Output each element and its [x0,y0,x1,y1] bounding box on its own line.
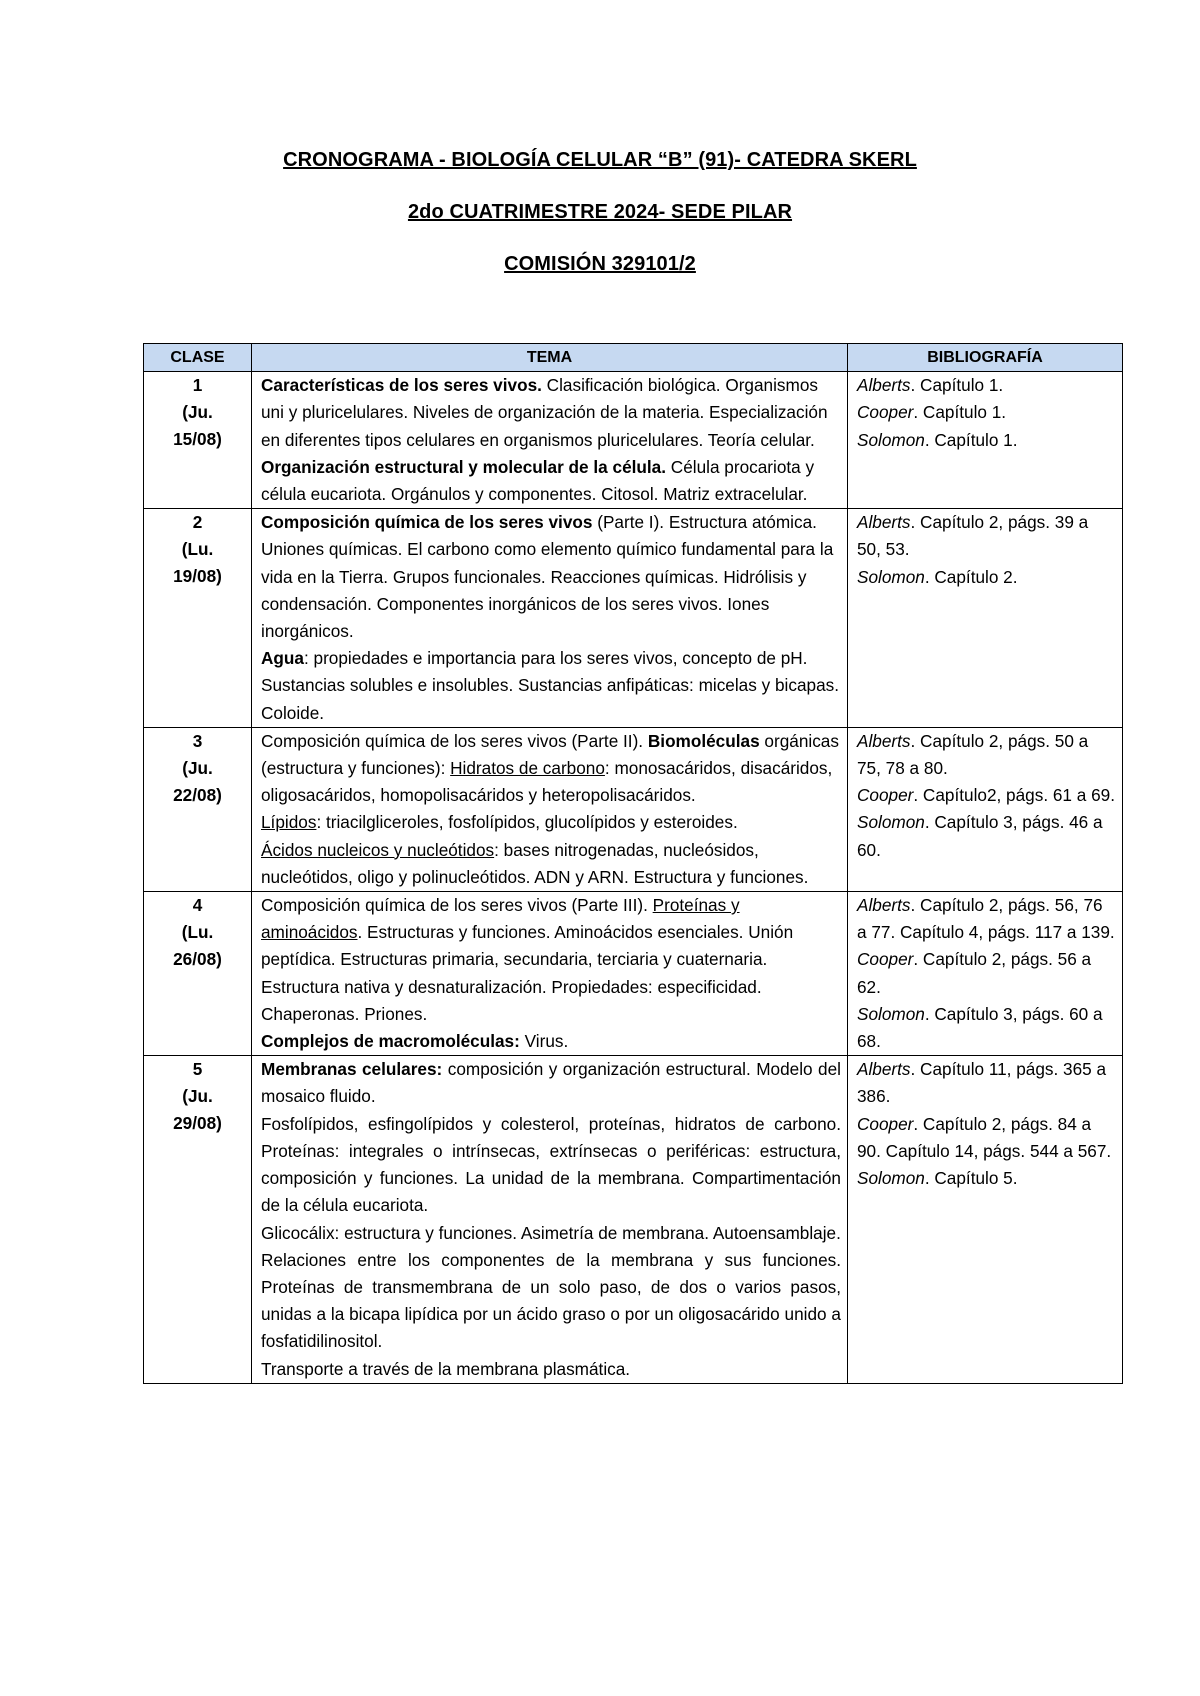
header-bibliografia: BIBLIOGRAFÍA [848,344,1123,372]
topic-heading: Organización estructural y molecular de la célula. [261,456,667,477]
topic-text: Composición química de los seres vivos (Parte III). [261,895,653,916]
table-row [144,727,1123,891]
chapter-reference: . Capítulo2, págs. 61 a 69. [913,785,1115,806]
bibliography-cell [848,727,1123,891]
class-date: 15/08) [173,429,222,450]
topic-text: . Estructuras y funciones. Aminoácidos esenciales. Unión peptídica. Estructuras primaria, secundaria, terciaria y cuaternaria. Estructura nativa y desnaturalización. Propiedades: especificidad. Chaperonas. Priones. [261,922,794,1024]
author-name: Alberts [857,375,911,396]
chapter-reference: . Capítulo 2, págs. 84 a 90. Capítulo 14, págs. 544 a 567. [857,1113,1112,1161]
bibliography-entry [857,1056,1116,1110]
class-day: (Ju. [182,1086,213,1107]
bibliography-cell [848,372,1123,509]
class-num: 3 [192,730,203,751]
class-num: 4 [192,895,203,916]
topic-text: : monosacáridos, disacáridos, oligosacáridos, homopolisacáridos y heteropolisacáridos. [261,758,833,806]
author-name: Solomon [857,1003,925,1024]
topic-text: orgánicas (estructura y funciones): [261,730,839,779]
topic-text: Composición química de los seres vivos (Parte II). [261,730,648,751]
document-subtitle-term: 2do CUATRIMESTRE 2024- SEDE PILAR [407,201,793,223]
bibliography-cell [848,1056,1123,1383]
author-name: Cooper [857,949,914,970]
class-cell [144,727,252,891]
class-date: 29/08) [173,1113,222,1134]
class-num: 1 [192,375,203,396]
topic-heading: Membranas celulares: [261,1059,443,1080]
topic-text: Célula procariota y célula eucariota. Orgánulos y componentes. Citosol. Matriz extracelular. [261,456,815,505]
topic-cell [252,1056,848,1383]
topic-heading: Complejos de macromoléculas: [261,1031,520,1052]
chapter-reference: . Capítulo 11, págs. 365 a 386. [857,1059,1107,1107]
author-name: Solomon [857,812,925,833]
topic-text: Relaciones entre los componentes de la membrana y sus funciones. Proteínas de transmembrana de un solo paso, de dos o varios pasos, unidas a la bicapa lipídica por un ácido graso o por un oligosacárido unido a fosfatidilinositol. [261,1249,841,1352]
chapter-reference: . Capítulo 2, págs. 39 a 50, 53. [857,512,1089,560]
bibliography-entry [857,782,1116,809]
chapter-reference: . Capítulo 2, págs. 56, 76 a 77. Capítulo 4, págs. 117 a 139. [857,895,1115,943]
topic-heading: Biomoléculas [647,730,760,751]
bibliography-entry [857,946,1116,1000]
topic-heading: Agua [261,648,304,669]
class-num: 5 [192,1059,203,1080]
author-name: Cooper [857,402,914,423]
topic-subheading: Ácidos nucleicos y nucleótidos [261,839,495,860]
author-name: Alberts [857,512,911,533]
topic-cell [252,892,848,1056]
chapter-reference: . Capítulo 2, págs. 50 a 75, 78 a 80. [857,730,1089,779]
chapter-reference: . Capítulo 1. [910,375,1004,396]
class-day: (Ju. [182,402,213,423]
class-cell [144,372,252,509]
chapter-reference: . Capítulo 2, págs. 56 a 62. [857,949,1092,997]
bibliography-entry [857,1001,1116,1055]
bibliography-entry [857,372,1116,399]
topic-cell [252,509,848,728]
class-cell [144,1056,252,1383]
bibliography-cell [848,509,1123,728]
chapter-reference: . Capítulo 5. [924,1168,1018,1189]
topic-text: (Parte I). Estructura atómica. Uniones químicas. El carbono como elemento químico fundamental para la vida en la Tierra. Grupos funcionales. Reacciones químicas. Hidrólisis y condensación. Componentes inorgánicos de los seres vivos. Iones inorgánicos. [261,512,834,642]
chapter-reference: . Capítulo 1. [924,429,1018,450]
topic-cell [252,727,848,891]
table-header-row [144,344,1123,372]
author-name: Alberts [857,895,911,916]
bibliography-entry [857,509,1116,563]
author-name: Cooper [857,785,914,806]
chapter-reference: . Capítulo 3, págs. 60 a 68. [857,1003,1103,1052]
schedule-body [144,372,1123,1384]
topic-text: Virus. [519,1031,569,1052]
class-date: 26/08) [173,949,222,970]
bibliography-entry [857,399,1116,426]
topic-text: Clasificación biológica. Organismos uni y pluricelulares. Niveles de organización de la materia. Especialización en diferentes tipos celulares en organismos pluricelulares. Teoría celular. [261,375,828,450]
bibliography-entry [857,1165,1116,1192]
table-row [144,1056,1123,1383]
bibliography-entry [857,1111,1116,1165]
table-row [144,372,1123,509]
class-date: 22/08) [173,784,222,805]
topic-text: Fosfolípidos, esfingolípidos y colesterol, proteínas, hidratos de carbono. Proteínas: integrales o intrínsecas, extrínsecas o periféricas: estructura, composición y funciones. La unidad de la membrana. Compartimentación de la célula eucariota. [261,1113,841,1216]
class-cell [144,509,252,728]
author-name: Solomon [857,1168,925,1189]
document-subtitle-commission: COMISIÓN 329101/2 [504,253,696,275]
class-num: 2 [192,512,203,533]
document-title: CRONOGRAMA - BIOLOGÍA CELULAR “B” (91)- CATEDRA SKERL [283,149,917,171]
author-name: Alberts [857,730,911,751]
schedule-table [143,343,1123,1384]
chapter-reference: . Capítulo 3, págs. 46 a 60. [857,812,1103,860]
author-name: Cooper [857,1113,914,1134]
chapter-reference: . Capítulo 2. [924,566,1018,587]
table-row [144,892,1123,1056]
class-day: (Ju. [182,757,213,778]
class-day: (Lu. [181,539,214,560]
topic-cell [252,372,848,509]
bibliography-entry [857,564,1116,591]
author-name: Alberts [857,1059,911,1080]
header-tema: TEMA [252,344,848,372]
class-cell [144,892,252,1056]
topic-text: Transporte a través de la membrana plasmática. [261,1358,631,1379]
class-day: (Lu. [181,922,214,943]
bibliography-entry [857,809,1116,863]
table-row [144,509,1123,728]
topic-text: composición y organización estructural. Modelo del mosaico fluido. [261,1059,841,1107]
topic-subheading: Lípidos [261,812,317,833]
topic-text: : propiedades e importancia para los seres vivos, concepto de pH. Sustancias solubles e insolubles. Sustancias anfipáticas: micelas y bicapas. Coloide. [261,648,839,723]
author-name: Solomon [857,566,925,587]
author-name: Solomon [857,429,925,450]
bibliography-entry [857,728,1116,782]
topic-subheading: Proteínas y aminoácidos [261,895,740,943]
bibliography-entry [857,892,1116,946]
topic-text: : bases nitrogenadas, nucleósidos, nucleótidos, oligo y polinucleótidos. ADN y ARN. Estructura y funciones. [261,839,809,887]
chapter-reference: . Capítulo 1. [913,402,1007,423]
header-clase: CLASE [144,344,252,372]
class-date: 19/08) [173,566,222,587]
topic-text: Glicocálix: estructura y funciones. Asimetría de membrana. Autoensamblaje. [261,1222,841,1243]
topic-heading: Composición química de los seres vivos [261,512,593,533]
bibliography-entry [857,427,1116,454]
topic-subheading: Hidratos de carbono [450,758,605,779]
topic-heading: Características de los seres vivos. [261,375,542,396]
topic-text: : triacilgliceroles, fosfolípidos, glucolípidos y esteroides. [316,812,738,833]
bibliography-cell [848,892,1123,1056]
